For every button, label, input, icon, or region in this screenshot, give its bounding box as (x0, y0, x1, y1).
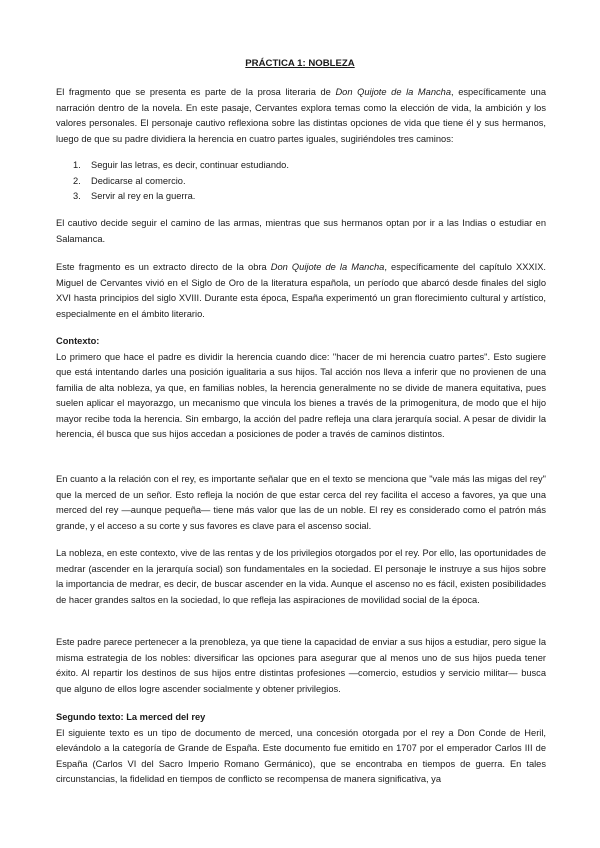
list-text: Dedicarse al comercio. (91, 175, 186, 186)
intro-text-b: , específicamente una narración dentro de la novela. En este pasaje, Cervantes explora temas como la elección de vida, la ambición y los valores personales. El personaje cautivo reflexiona sobre las distintas opciones de vida que tiene él y sus hermanos, luego de que su padre dividiera la herencia en cuatro partes iguales, sugiriéndoles tres caminos: (56, 87, 546, 144)
paragraph-nobility (56, 546, 546, 608)
paragraph-king (56, 472, 546, 534)
intro-text-a: El fragmento que se presenta es parte de la prosa literaria de (56, 87, 336, 97)
second-heading: Segundo texto: La merced del rey (56, 712, 206, 722)
context-text: Lo primero que hace el padre es dividir la herencia cuando dice: "hacer de mi herencia cuatro partes". Esto sugiere que está intentando darles una posición igualitaria a sus hijos. Tal acción nos lleva a inferir que no provienen de una familia de alta nobleza, ya que, en familias nobles, la herencia generalmente no se divide de manera equitativa, pues suelen aplicar el mayorazgo, un mecanismo que vincula los bienes a través de la primogenitura, de modo que el hijo mayor recibe toda la herencia. Sin embargo, la acción del padre refleja una clara jerarquía social. A pesar de dividir la herencia, él busca que sus hijos accedan a posiciones de poder a través de caminos distintos. (56, 351, 546, 439)
options-list (56, 158, 546, 205)
list-number: 1. (73, 160, 81, 170)
source-text-b: , específicamente del capítulo XXXIX. Miguel de Cervantes vivió en el Siglo de Oro de la literatura española, un período que abarcó desde finales del siglo XVI hasta principios del siglo XVIII. Durante esta época, España experimentó un gran florecimiento cultural y artístico, especialmente en el ámbito literario. (56, 262, 546, 319)
source-text-a: Este fragmento es un extracto directo de la obra (56, 262, 271, 272)
work-title: Don Quijote de la Mancha (270, 262, 385, 272)
prenobility-text: Este padre parece pertenecer a la prenobleza, ya que tiene la capacidad de enviar a sus hijos a estudiar, pero sigue la misma estrategia de los nobles: diversificar las opciones para asegurar que al menos uno de sus hijos pueda tener éxito. Al repartir los destinos de sus hijos entre distintas profesiones —comercio, estudios y servicio militar— busca que alguno de ellos logre ascender socialmente y obtener privilegios. (56, 637, 546, 694)
work-title: Don Quijote de la Mancha (335, 87, 452, 97)
paragraph-intro (56, 85, 546, 147)
context-heading: Contexto: (56, 336, 100, 346)
list-number: 2. (73, 175, 81, 186)
context-section (56, 334, 546, 443)
list-number: 3. (73, 191, 81, 201)
list-text: Seguir las letras, es decir, continuar estudiando. (91, 160, 289, 170)
list-text: Servir al rey en la guerra. (91, 191, 196, 201)
paragraph-prenobility (56, 635, 546, 697)
captive-text: El cautivo decide seguir el camino de las armas, mientras que sus hermanos optan por ir a las Indias o estudiar en Salamanca. (56, 218, 546, 244)
paragraph-captive (56, 216, 546, 247)
paragraph-source (56, 260, 546, 322)
list-item (56, 158, 546, 174)
list-item (56, 174, 546, 190)
second-text-section (56, 710, 546, 788)
list-item (56, 189, 546, 205)
king-text: En cuanto a la relación con el rey, es importante señalar que en el texto se menciona que "vale más las migas del rey" que la merced de un señor. Esto refleja la noción de que estar cerca del rey facilita el acceso a favores, ya que una merced del rey —aunque pequeña— tiene más valor que las de un noble. El rey es considerado como el patrón más grande, y el acceso a su corte y sus favores es clave para el ascenso social. (56, 474, 546, 531)
second-text: El siguiente texto es un tipo de documento de merced, una concesión otorgada por el rey a Don Conde de Heril, elevándolo a la categoría de Grande de España. Este documento fue emitido en 1707 por el emperador Carlos III de España (Carlos VI del Sacro Imperio Romano Germánico), que se encontraba en tiempos de guerra. En tales circunstancias, la fidelidad en tiempos de conflicto se recompensa de manera significativa, ya (56, 727, 546, 784)
nobility-text: La nobleza, en este contexto, vive de las rentas y de los privilegios otorgados por el rey. Por ello, las oportunidades de medrar (ascender en la jerarquía social) son fundamentales en la sociedad. El personaje le instruye a sus hijos sobre la importancia de medrar, es decir, de buscar ascender en la vida. Aunque el ascenso no es fácil, existen posibilidades de hacer grandes saltos en la sociedad, lo que refleja las aspiraciones de movilidad social de la época. (56, 548, 546, 605)
page-title: PRÁCTICA 1: NOBLEZA (245, 58, 355, 69)
